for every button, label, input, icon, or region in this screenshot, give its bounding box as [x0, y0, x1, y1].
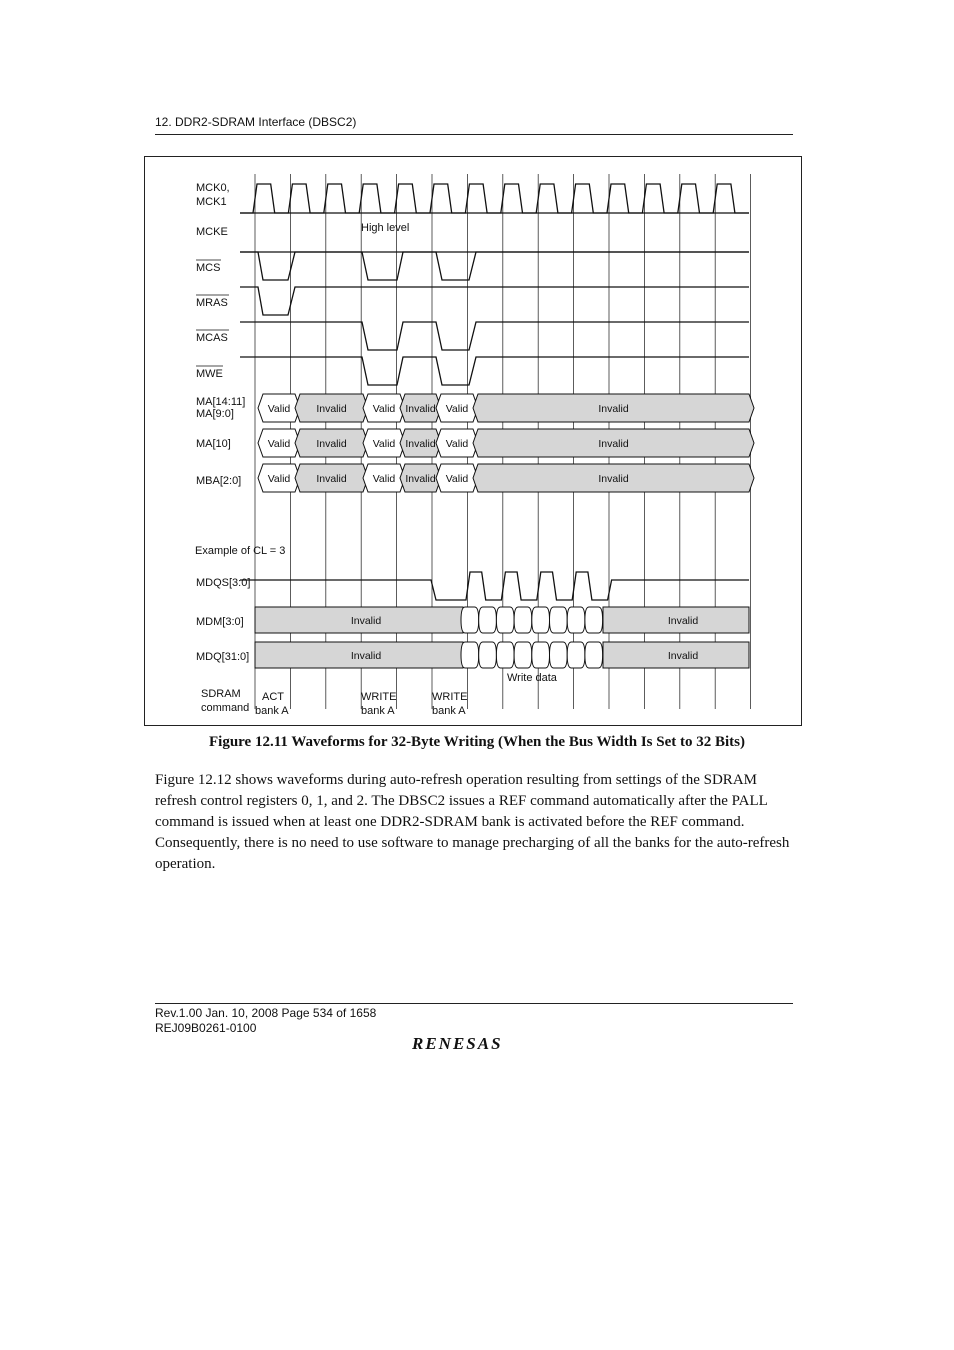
timing-diagram — [144, 156, 802, 726]
mcke-label: MCKE — [196, 226, 228, 238]
data-beat — [550, 642, 568, 668]
renesas-logo: RENESAS — [412, 1034, 503, 1053]
bus-value-label: Valid — [267, 403, 291, 415]
body-paragraph: Figure 12.12 shows waveforms during auto-refresh operation resulting from settings of the SDRAM refresh control registers 0, 1, and 2. The DBSC2 issues a REF command automatically after the PALL command is issued when at least one DDR2-SDRAM bank is activated before the REF command. Consequently, there is no need to use software to manage precharging of all the banks for the auto-refresh operation. — [155, 772, 790, 872]
bus-value-label: Valid — [445, 403, 469, 415]
mba-label: MBA[2:0] — [196, 475, 242, 487]
mdqs-label: MDQS[3:0] — [196, 577, 251, 589]
header-rule — [155, 134, 793, 135]
bus-value-label: Invalid — [350, 650, 382, 662]
mdm-label: MDM[3:0] — [196, 616, 244, 628]
data-beat — [479, 642, 497, 668]
bus-value-label: Invalid — [598, 438, 629, 450]
bus-value-label: Valid — [372, 438, 396, 450]
cmd-act-1: ACT — [262, 691, 284, 703]
mck-label-2: MCK1 — [196, 196, 227, 208]
data-beat — [514, 642, 532, 668]
bus-value-label: Invalid — [316, 438, 347, 450]
mba-bus — [258, 464, 754, 492]
data-beat — [567, 607, 585, 633]
bus-value-label: Invalid — [598, 403, 629, 415]
data-beat — [496, 642, 514, 668]
bus-value-label: Invalid — [598, 473, 629, 485]
cmd-act-2: bank A — [255, 705, 289, 717]
cmd-write2-2: bank A — [432, 705, 466, 717]
data-beat — [550, 607, 568, 633]
cmd-write2-1: WRITE — [432, 691, 468, 703]
mcas-label: MCAS — [196, 332, 228, 344]
bus-value-label: Invalid — [667, 650, 699, 662]
ma-bus — [258, 394, 754, 422]
ma10-label: MA[10] — [196, 438, 231, 450]
mdm-bus — [255, 607, 749, 633]
running-header: 12. DDR2-SDRAM Interface (DBSC2) — [155, 115, 357, 129]
data-beat — [496, 607, 514, 633]
data-beat — [532, 642, 550, 668]
cmd-write1-2: bank A — [361, 705, 395, 717]
bus-value-label: Invalid — [316, 403, 347, 415]
bus-value-label: Valid — [372, 473, 396, 485]
data-beat — [585, 642, 603, 668]
sdram-label-1: SDRAM — [201, 688, 241, 700]
data-beat — [567, 642, 585, 668]
mdq-bus — [255, 642, 749, 668]
cl-example-label: Example of CL = 3 — [195, 545, 286, 557]
ma10-bus — [258, 429, 754, 457]
footer-revision: Rev.1.00 Jan. 10, 2008 Page 534 of 1658 — [155, 1006, 377, 1020]
footer-rule — [155, 1003, 793, 1004]
ma-label-1: MA[14:11] — [196, 396, 246, 408]
bus-value-label: Invalid — [405, 403, 436, 415]
bus-value-label: Invalid — [405, 473, 436, 485]
bus-value-label: Invalid — [405, 438, 436, 450]
mdq-label: MDQ[31:0] — [196, 651, 250, 663]
data-beat — [461, 642, 479, 668]
mcs-label: MCS — [196, 262, 221, 274]
ma-label-2: MA[9:0] — [196, 408, 234, 420]
bus-value-label: Valid — [372, 403, 396, 415]
data-beat — [514, 607, 532, 633]
cmd-write1-1: WRITE — [361, 691, 397, 703]
figure-caption: Figure 12.11 Waveforms for 32-Byte Writing (When the Bus Width Is Set to 32 Bits) — [209, 734, 745, 750]
mck-label-1: MCK0, — [196, 182, 230, 194]
data-beat — [532, 607, 550, 633]
data-beat — [461, 607, 479, 633]
data-beat — [479, 607, 497, 633]
footer-docnum: REJ09B0261-0100 — [155, 1021, 257, 1035]
high-level-note: High level — [361, 222, 410, 234]
bus-value-label: Valid — [445, 473, 469, 485]
bus-value-label: Invalid — [350, 615, 382, 627]
mras-label: MRAS — [196, 297, 228, 309]
write-data-note: Write data — [507, 672, 557, 684]
data-beat — [585, 607, 603, 633]
bus-value-label: Invalid — [667, 615, 699, 627]
sdram-label-2: command — [201, 702, 250, 714]
bus-value-label: Valid — [445, 438, 469, 450]
bus-value-label: Invalid — [316, 473, 347, 485]
bus-value-label: Valid — [267, 438, 291, 450]
bus-value-label: Valid — [267, 473, 291, 485]
mwe-label: MWE — [196, 368, 223, 380]
